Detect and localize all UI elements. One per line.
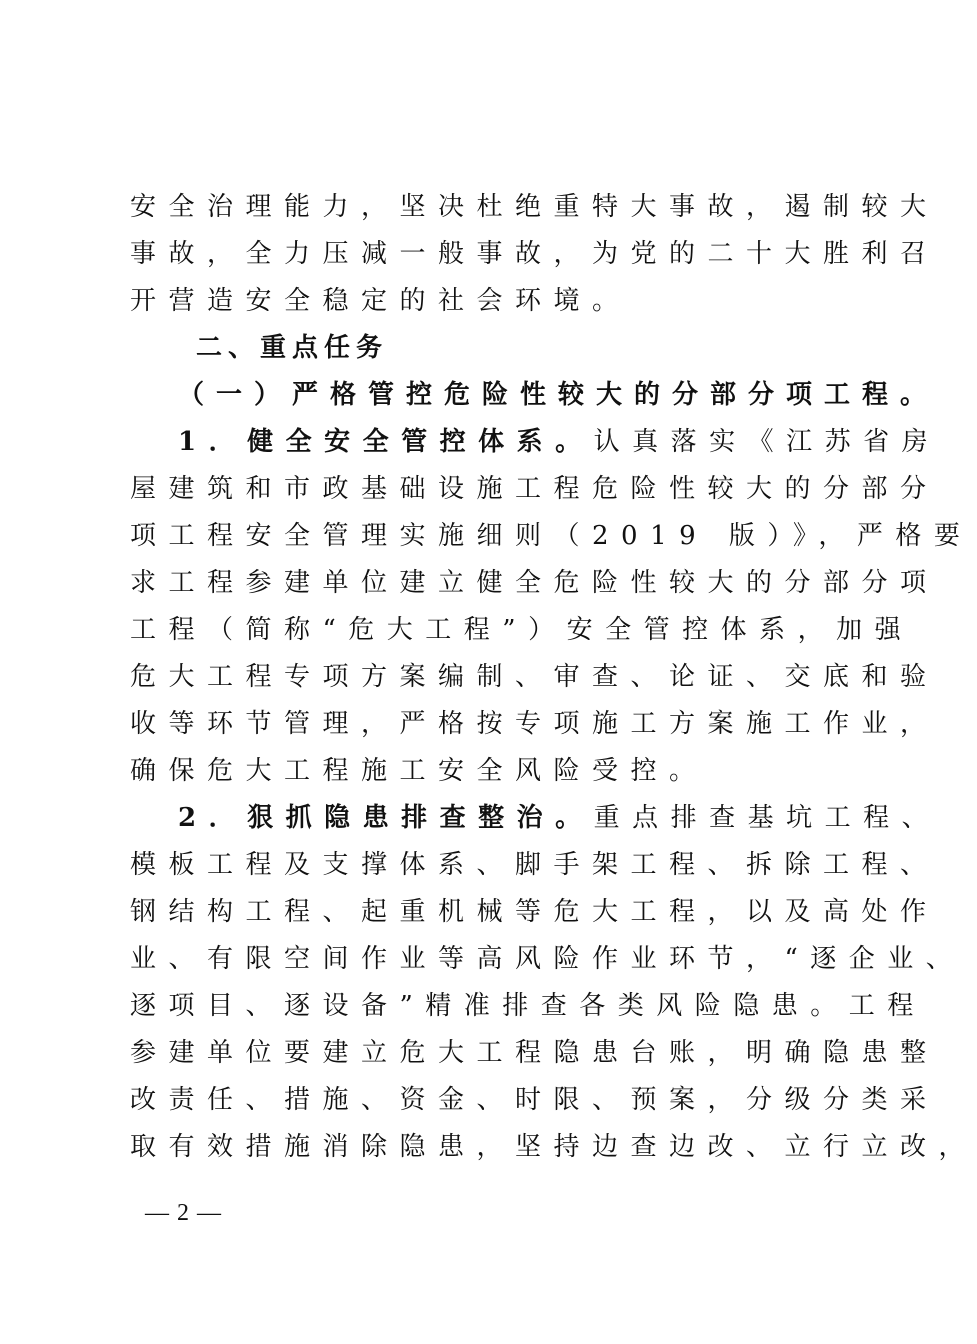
item2-line-7: 改责任、措施、资金、时限、预案，分级分类采 <box>130 1085 939 1115</box>
item2-first-line <box>178 798 941 838</box>
item1-line-8: 确保危大工程施工安全风险受控。 <box>130 756 708 786</box>
item1-line-4: 求工程参建单位建立健全危险性较大的分部分项 <box>130 568 939 598</box>
section-heading: 二、重点任务 <box>196 333 389 363</box>
item1-line-3: 项工程安全管理实施细则（2019 版）》，严格要 <box>130 521 973 551</box>
paragraph-line-2: 事故，全力压减一般事故，为党的二十大胜利召 <box>130 239 939 269</box>
item2-first-text: 重点排查基坑工程、 <box>593 803 941 833</box>
item2-title: 2．狠抓隐患排查整治。 <box>178 803 594 833</box>
page-number: — 2 — <box>145 1200 222 1226</box>
item2-line-2: 模板工程及支撑体系、脚手架工程、拆除工程、 <box>130 850 939 880</box>
item1-line-5: 工程（简称“危大工程”）安全管控体系，加强 <box>130 615 914 645</box>
item1-line-2: 屋建筑和市政基础设施工程危险性较大的分部分 <box>130 474 939 504</box>
item2-line-4: 业、有限空间作业等高风险作业环节，“逐企业、 <box>130 944 965 974</box>
item2-line-8: 取有效措施消除隐患，坚持边查边改、立行立改， <box>130 1132 977 1162</box>
item2-line-5: 逐项目、逐设备”精准排查各类风险隐患。工程 <box>130 991 926 1021</box>
paragraph-line-1: 安全治理能力，坚决杜绝重特大事故，遏制较大 <box>130 192 939 222</box>
item1-line-7: 收等环节管理，严格按专项施工方案施工作业， <box>130 709 939 739</box>
item2-line-3: 钢结构工程、起重机械等危大工程，以及高处作 <box>130 897 939 927</box>
item1-first-line <box>178 422 941 462</box>
paragraph-line-3: 开营造安全稳定的社会环境。 <box>130 286 631 316</box>
item1-line-6: 危大工程专项方案编制、审查、论证、交底和验 <box>130 662 939 692</box>
item1-title: 1．健全安全管控体系。 <box>178 427 594 457</box>
item2-line-6: 参建单位要建立危大工程隐患台账，明确隐患整 <box>130 1038 939 1068</box>
item1-first-text: 认真落实《江苏省房 <box>593 427 941 457</box>
subsection-heading: （一）严格管控危险性较大的分部分项工程。 <box>178 380 939 410</box>
